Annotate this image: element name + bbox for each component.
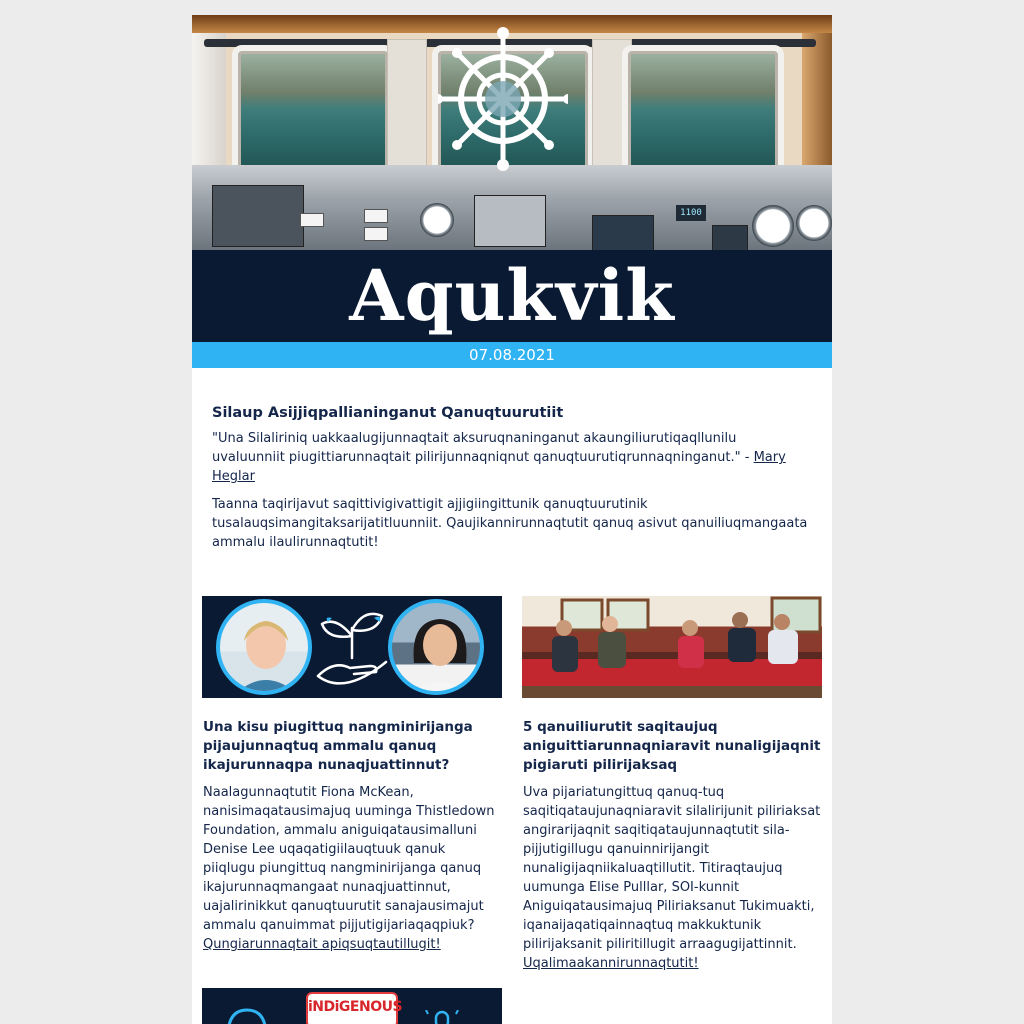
- newsletter-email: [192, 15, 832, 1024]
- bridge-window-right: [622, 45, 784, 177]
- window-pillar: [387, 39, 427, 181]
- quote-text: "Una Silaliriniq uakkaalugijunnaqtait aksuruqnaninganut akaungiliurutiqaqllunilu uvaluunniit piugittiarunnaqtait pilirijunnaqniqnut qanuqtuurutiqrunnaqninganut." -: [212, 431, 754, 465]
- console-panel: [592, 215, 654, 250]
- intro-body: Taanna taqirijavut saqittivigivattigit ajjigiingittunik qanuqtuurutinik tusalauqsimangitaksarijatitluunniit. Qaujikannirunnaqtutit qanuq asivut qanuiliuqmangaata ammalu ilaulirunnaqtutit!: [212, 497, 808, 550]
- person-icon: [392, 603, 484, 695]
- article-text: Naalagunnaqtutit Fiona McKean, nanisimaqatausimajuq uuminga Thistledown Foundation, ammalu aniguiqatausimalluni Denise Lee uqaqatigiilauqtuuk qanuk piiqlugu piungittuq nangminirijanga qanuq ikajurunnaqmangaat nunaqjuattinnut, uajalirinikkut qanuqtuurutit sanajausimajut ammalu qanuimmat pijjutigijariaqaqpiuk?: [203, 785, 495, 933]
- article-link[interactable]: Uqalimaakannirunnaqtutit!: [523, 956, 699, 971]
- brand-banner: [192, 250, 832, 342]
- article-link[interactable]: Qungiarunnaqtait apiqsuqtautillugit!: [203, 937, 441, 952]
- steering-pedestal: [474, 195, 546, 247]
- badge-text: iNDiGENOUS: [308, 999, 403, 1015]
- group-photo-illustration: [522, 596, 822, 698]
- portrait-photo: [388, 599, 484, 695]
- console-gauge: [796, 205, 832, 241]
- console-panel: [212, 185, 304, 247]
- article-image-interview[interactable]: [202, 596, 502, 698]
- console-lcd: 1100: [676, 205, 706, 221]
- article-title: 5 qanuiliurutit saqitaujuq aniguittiarunnaqniaravit nunaligijaqnit pigiaruti pilirijaksaq: [523, 719, 821, 773]
- person-icon: [220, 603, 312, 695]
- console-gauge: [420, 203, 454, 237]
- header-photo-bridge: [192, 15, 832, 250]
- console-button: [364, 227, 388, 241]
- article-title: Una kisu piugittuq nangminirijanga pijaujunnaqtuq ammalu qanuq ikajurunnaqpa nunaqjuattinnut?: [203, 719, 473, 773]
- console-gauge: [752, 205, 794, 247]
- brand-title: Aqukvik: [349, 254, 675, 337]
- intro-quote: [212, 429, 812, 486]
- issue-date: 07.08.2021: [192, 342, 832, 368]
- indigenous-badge: [306, 992, 403, 1024]
- article-text: Uva pijariatungittuq qanuq-tuq saqitiqataujunaqniaravit silalirijunit piliriaksat angirarijaqnit saqitiqataujunnaqtutit sila-pijjutigillugu qanuinnirijangit nunaligijaqniikaluaqtillutit. Titiraqtaujuq uumunga Elise Pulllar, SOI-kunnit Aniguiqatausimajuq Piliriaksanut Tukimuakti, iqanaijaqatiqainnaqtuq makkuktunik pilirijaksanit piliritillugit arraagugijattinnit.: [523, 785, 821, 952]
- control-console: [192, 165, 832, 250]
- article-body: [523, 783, 821, 973]
- article-card-right: [522, 596, 822, 973]
- bridge-window-left: [232, 45, 394, 177]
- microphone-icon: [422, 1010, 462, 1024]
- intro-section: [212, 403, 812, 561]
- ship-wheel-icon: [438, 27, 568, 177]
- sprout-in-hand-icon: [314, 606, 392, 692]
- article-image-group-photo[interactable]: [522, 596, 822, 698]
- headphones-icon: [222, 1006, 272, 1024]
- portrait-photo: [216, 599, 312, 695]
- article-body: [203, 783, 501, 954]
- article-image-indigenous[interactable]: [202, 988, 502, 1024]
- intro-title: Silaup Asijjiqpallianinganut Qanuqtuurutiit: [212, 405, 564, 421]
- console-button: [364, 209, 388, 223]
- console-button: [300, 213, 324, 227]
- article-card-left: [202, 596, 502, 954]
- quote-author-link[interactable]: Mary Heglar: [212, 450, 786, 484]
- console-panel: [712, 225, 748, 250]
